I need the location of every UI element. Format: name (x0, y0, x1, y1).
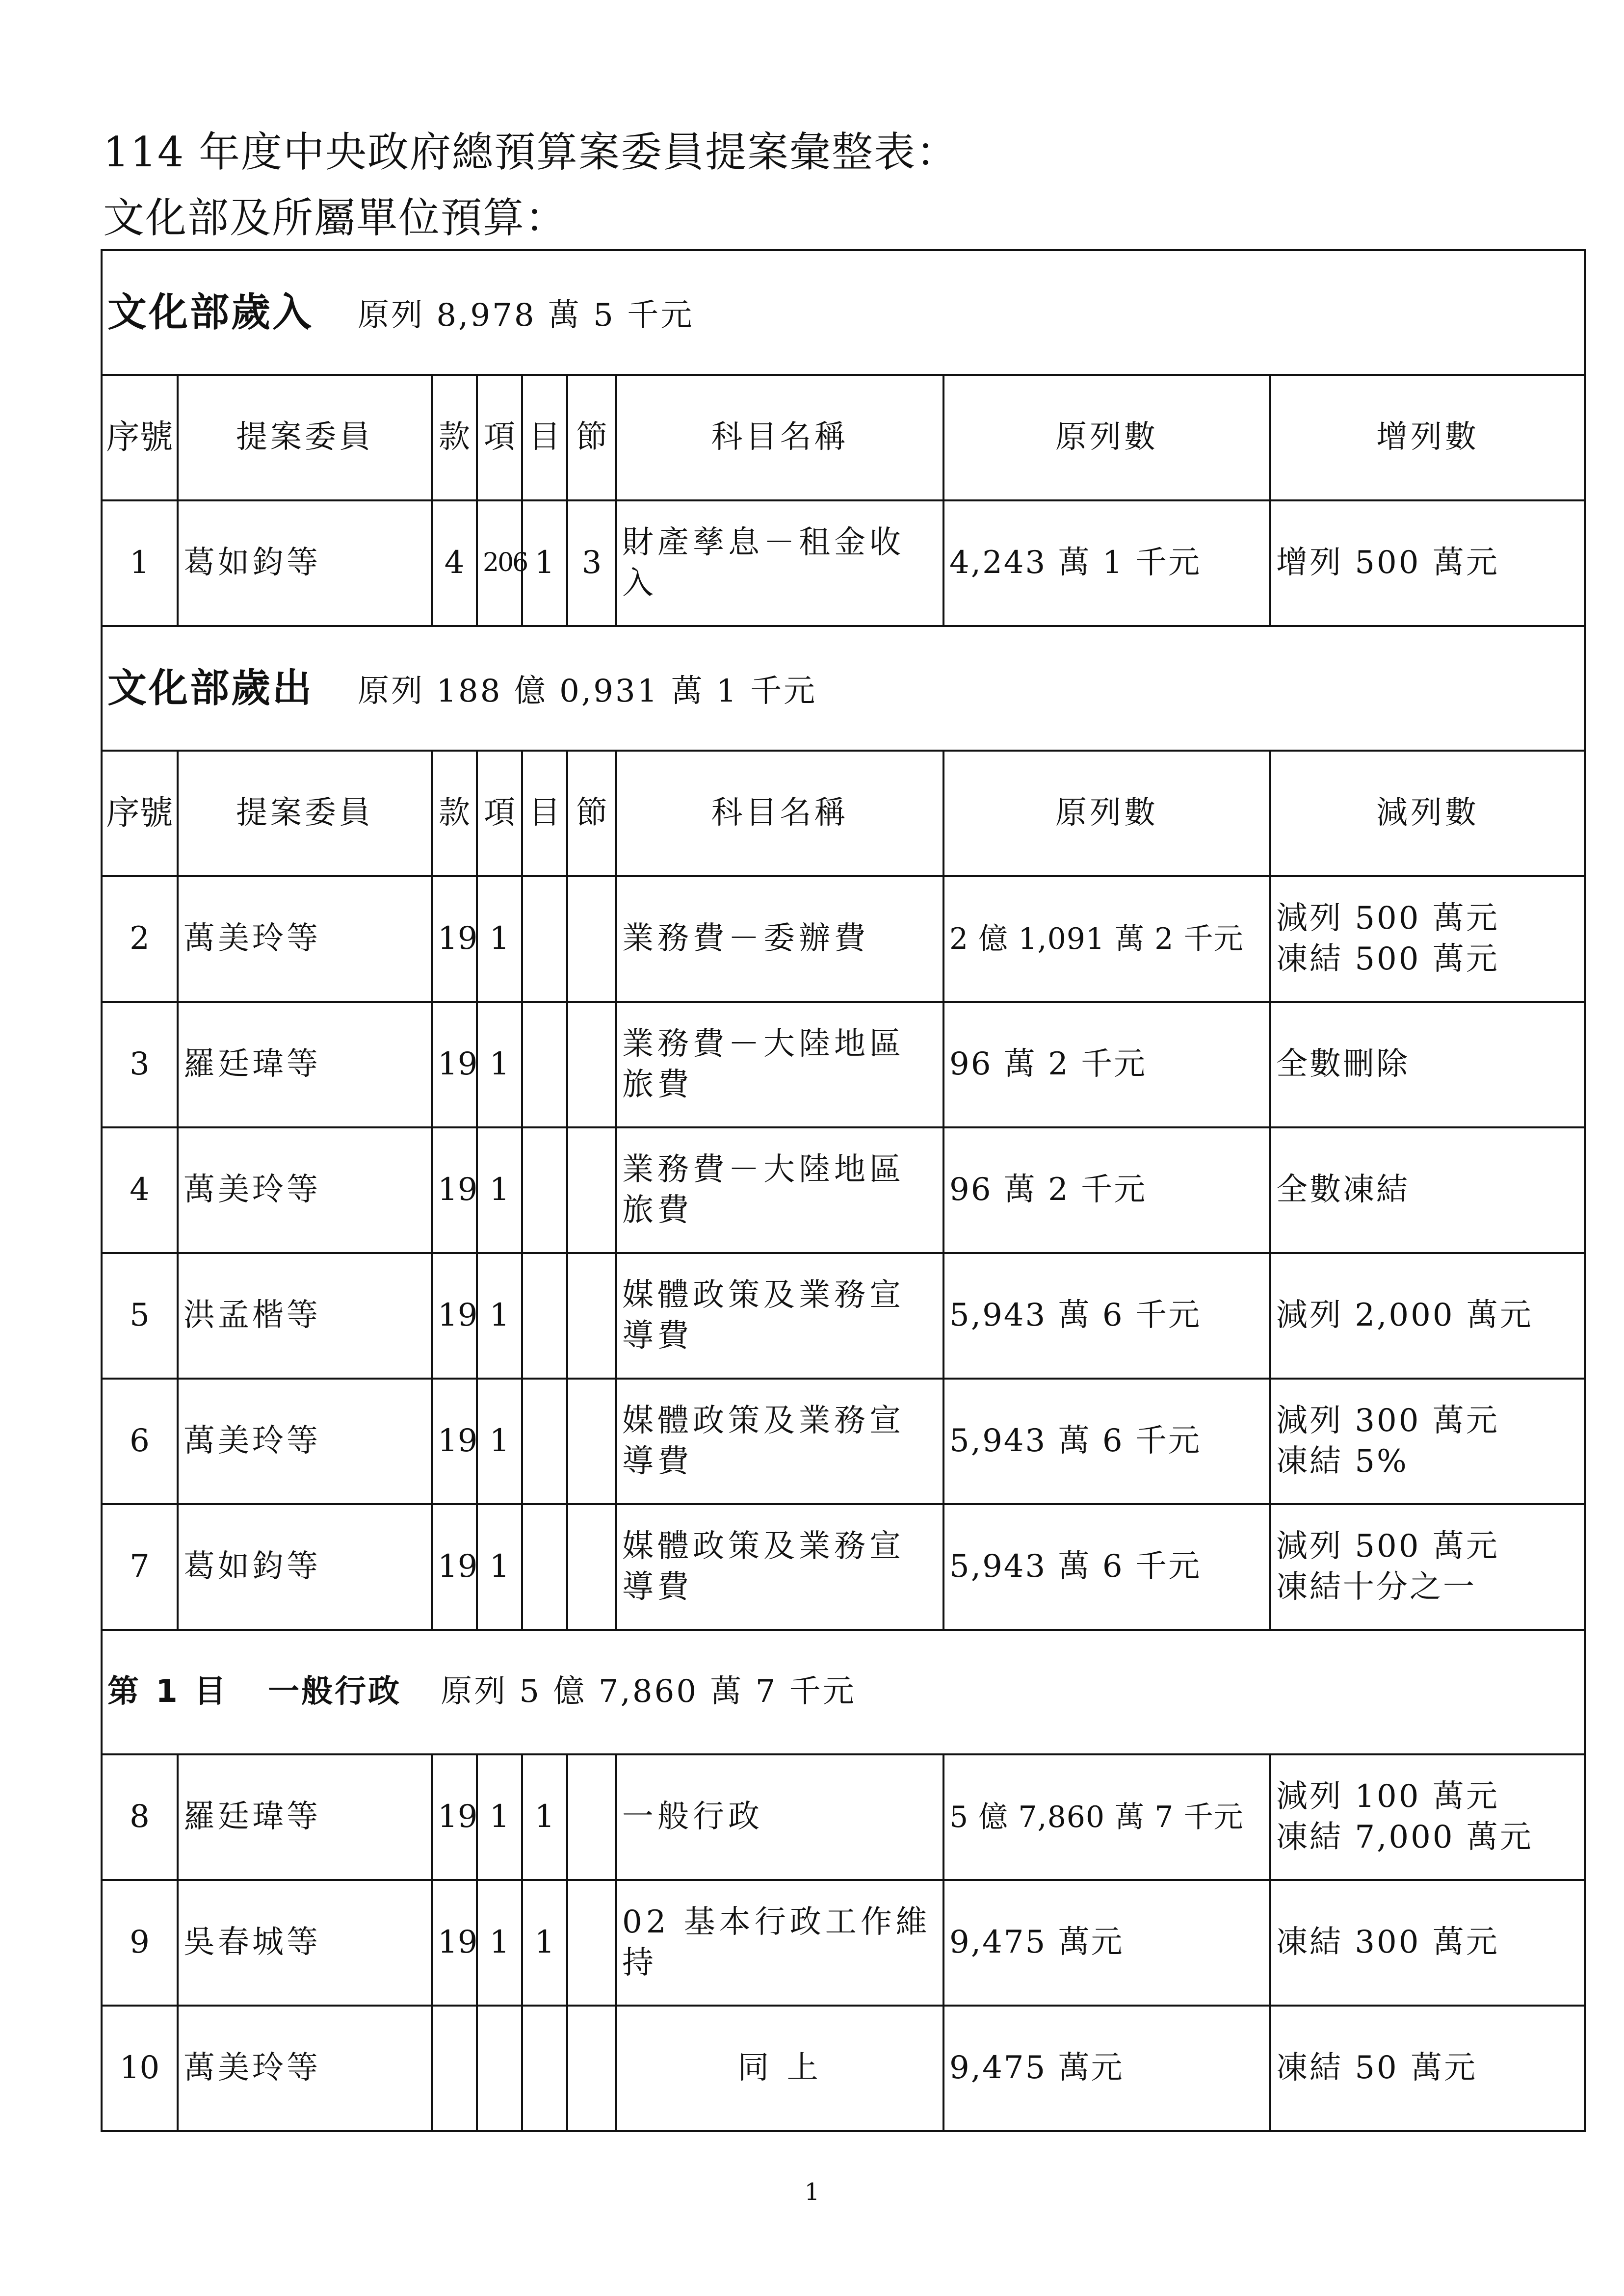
row-jie (567, 876, 616, 1002)
row-xiang: 1 (477, 1127, 522, 1253)
row-subject: 同 上 (616, 2006, 943, 2131)
row-change-line1: 全數刪除 (1276, 1046, 1410, 1083)
header-xiang: 項 (477, 751, 522, 876)
header-increase: 增列數 (1270, 375, 1585, 500)
row-mu (522, 1002, 567, 1127)
row-kuan: 19 (432, 1379, 477, 1504)
row-subject: 一般行政 (616, 1754, 943, 1880)
row-mu (522, 2006, 567, 2131)
row-seq: 8 (102, 1754, 178, 1880)
row-change-line1: 減列 300 萬元 (1276, 1402, 1499, 1439)
row-change-line1: 減列 2,000 萬元 (1276, 1297, 1533, 1334)
item-amount: 原列 5 億 7,860 萬 7 千元 (441, 1673, 856, 1710)
row-subject: 財產孳息－租金收入 (616, 500, 943, 626)
row-member: 羅廷瑋等 (178, 1002, 432, 1127)
table-row (102, 1127, 1585, 1253)
table-row (102, 1379, 1585, 1504)
row-change (1270, 1880, 1585, 2006)
row-member: 洪孟楷等 (178, 1253, 432, 1379)
row-seq: 6 (102, 1379, 178, 1504)
row-xiang: 1 (477, 1754, 522, 1880)
row-original: 5,943 萬 6 千元 (943, 1379, 1270, 1504)
header-jie: 節 (567, 375, 616, 500)
row-original: 96 萬 2 千元 (943, 1002, 1270, 1127)
row-subject: 媒體政策及業務宣導費 (616, 1253, 943, 1379)
row-seq: 3 (102, 1002, 178, 1127)
row-mu (522, 1379, 567, 1504)
row-subject: 媒體政策及業務宣導費 (616, 1504, 943, 1630)
row-member: 吳春城等 (178, 1880, 432, 2006)
row-change-line1: 減列 100 萬元 (1276, 1778, 1499, 1815)
row-change (1270, 1379, 1585, 1504)
row-mu: 1 (522, 1754, 567, 1880)
row-change (1270, 1127, 1585, 1253)
row-member: 萬美玲等 (178, 1127, 432, 1253)
document-subtitle: 文化部及所屬單位預算： (103, 194, 568, 242)
row-subject: 業務費－大陸地區旅費 (616, 1002, 943, 1127)
header-kuan: 款 (432, 375, 477, 500)
row-original: 9,475 萬元 (943, 1880, 1270, 2006)
row-xiang: 1 (477, 1880, 522, 2006)
section-header-revenue (102, 250, 1585, 375)
row-change: 增列 500 萬元 (1270, 500, 1585, 626)
row-kuan: 19 (432, 876, 477, 1002)
section-amount-expenditure: 原列 188 億 0,931 萬 1 千元 (358, 673, 817, 709)
row-kuan: 4 (432, 500, 477, 626)
table-row (102, 2006, 1585, 2131)
section-header-item1 (102, 1630, 1585, 1754)
row-original: 5 億 7,860 萬 7 千元 (943, 1754, 1270, 1880)
row-jie: 3 (567, 500, 616, 626)
row-seq: 10 (102, 2006, 178, 2131)
item-number: 第 1 目 (107, 1673, 229, 1710)
row-mu (522, 1253, 567, 1379)
page-number: 1 (804, 2178, 820, 2206)
row-mu: 1 (522, 500, 567, 626)
header-member: 提案委員 (178, 751, 432, 876)
row-jie (567, 1504, 616, 1630)
row-change-line2: 凍結 7,000 萬元 (1276, 1819, 1533, 1855)
section-title-revenue: 文化部歲入 (107, 289, 314, 335)
column-header-row-revenue (102, 375, 1585, 500)
row-original: 4,243 萬 1 千元 (943, 500, 1270, 626)
header-member: 提案委員 (178, 375, 432, 500)
row-change-line1: 減列 500 萬元 (1276, 900, 1499, 937)
document-title: 114 年度中央政府總預算案委員提案彙整表： (103, 128, 959, 176)
row-kuan: 19 (432, 1754, 477, 1880)
row-seq: 2 (102, 876, 178, 1002)
row-change-line2: 凍結十分之一 (1276, 1569, 1476, 1605)
row-xiang: 1 (477, 1504, 522, 1630)
header-seq: 序號 (102, 375, 178, 500)
item-name: 一般行政 (268, 1673, 402, 1710)
row-change (1270, 1754, 1585, 1880)
row-subject: 業務費－委辦費 (616, 876, 943, 1002)
row-kuan (432, 2006, 477, 2131)
row-xiang: 1 (477, 1002, 522, 1127)
row-original: 9,475 萬元 (943, 2006, 1270, 2131)
row-subject: 媒體政策及業務宣導費 (616, 1379, 943, 1504)
row-change (1270, 2006, 1585, 2131)
row-mu (522, 876, 567, 1002)
table-row (102, 1754, 1585, 1880)
row-seq: 9 (102, 1880, 178, 2006)
section-title-expenditure: 文化部歲出 (107, 665, 314, 711)
row-original: 2 億 1,091 萬 2 千元 (943, 876, 1270, 1002)
row-change-line1: 減列 500 萬元 (1276, 1528, 1499, 1565)
header-decrease: 減列數 (1270, 751, 1585, 876)
row-original: 5,943 萬 6 千元 (943, 1253, 1270, 1379)
row-kuan: 19 (432, 1253, 477, 1379)
table-row (102, 1253, 1585, 1379)
row-change-line2: 凍結 500 萬元 (1276, 941, 1499, 977)
row-kuan: 19 (432, 1504, 477, 1630)
row-mu (522, 1504, 567, 1630)
row-member: 羅廷瑋等 (178, 1754, 432, 1880)
table-row (102, 500, 1585, 626)
header-xiang: 項 (477, 375, 522, 500)
row-member: 葛如鈞等 (178, 500, 432, 626)
header-mu: 目 (522, 751, 567, 876)
row-member: 萬美玲等 (178, 876, 432, 1002)
row-change (1270, 1504, 1585, 1630)
table-row (102, 876, 1585, 1002)
row-jie (567, 1127, 616, 1253)
header-seq: 序號 (102, 751, 178, 876)
row-subject: 業務費－大陸地區旅費 (616, 1127, 943, 1253)
table-row (102, 1504, 1585, 1630)
header-original: 原列數 (943, 375, 1270, 500)
header-subject: 科目名稱 (616, 751, 943, 876)
row-member: 葛如鈞等 (178, 1504, 432, 1630)
row-seq: 4 (102, 1127, 178, 1253)
column-header-row-expenditure (102, 751, 1585, 876)
row-xiang: 1 (477, 1379, 522, 1504)
row-kuan: 19 (432, 1127, 477, 1253)
row-mu: 1 (522, 1880, 567, 2006)
row-jie (567, 2006, 616, 2131)
header-original: 原列數 (943, 751, 1270, 876)
table-row (102, 1002, 1585, 1127)
section-amount-revenue: 原列 8,978 萬 5 千元 (358, 297, 694, 334)
row-xiang: 206 (477, 500, 522, 626)
header-jie: 節 (567, 751, 616, 876)
header-mu: 目 (522, 375, 567, 500)
row-change-line1: 凍結 50 萬元 (1276, 2050, 1478, 2087)
row-jie (567, 1880, 616, 2006)
row-change-line2: 凍結 5% (1276, 1443, 1409, 1480)
row-seq: 7 (102, 1504, 178, 1630)
row-change-line1: 全數凍結 (1276, 1172, 1410, 1208)
row-change (1270, 1253, 1585, 1379)
row-jie (567, 1002, 616, 1127)
row-xiang: 1 (477, 876, 522, 1002)
header-subject: 科目名稱 (616, 375, 943, 500)
row-jie (567, 1754, 616, 1880)
header-kuan: 款 (432, 751, 477, 876)
row-change (1270, 1002, 1585, 1127)
row-subject: 02 基本行政工作維持 (616, 1880, 943, 2006)
row-jie (567, 1379, 616, 1504)
row-kuan: 19 (432, 1002, 477, 1127)
row-change (1270, 876, 1585, 1002)
budget-table (101, 249, 1586, 2132)
row-jie (567, 1253, 616, 1379)
row-change-line1: 凍結 300 萬元 (1276, 1924, 1499, 1961)
row-mu (522, 1127, 567, 1253)
row-original: 5,943 萬 6 千元 (943, 1504, 1270, 1630)
row-seq: 1 (102, 500, 178, 626)
row-xiang (477, 2006, 522, 2131)
row-member: 萬美玲等 (178, 1379, 432, 1504)
row-member: 萬美玲等 (178, 2006, 432, 2131)
section-header-expenditure (102, 626, 1585, 751)
row-seq: 5 (102, 1253, 178, 1379)
row-original: 96 萬 2 千元 (943, 1127, 1270, 1253)
row-xiang: 1 (477, 1253, 522, 1379)
row-kuan: 19 (432, 1880, 477, 2006)
table-row (102, 1880, 1585, 2006)
